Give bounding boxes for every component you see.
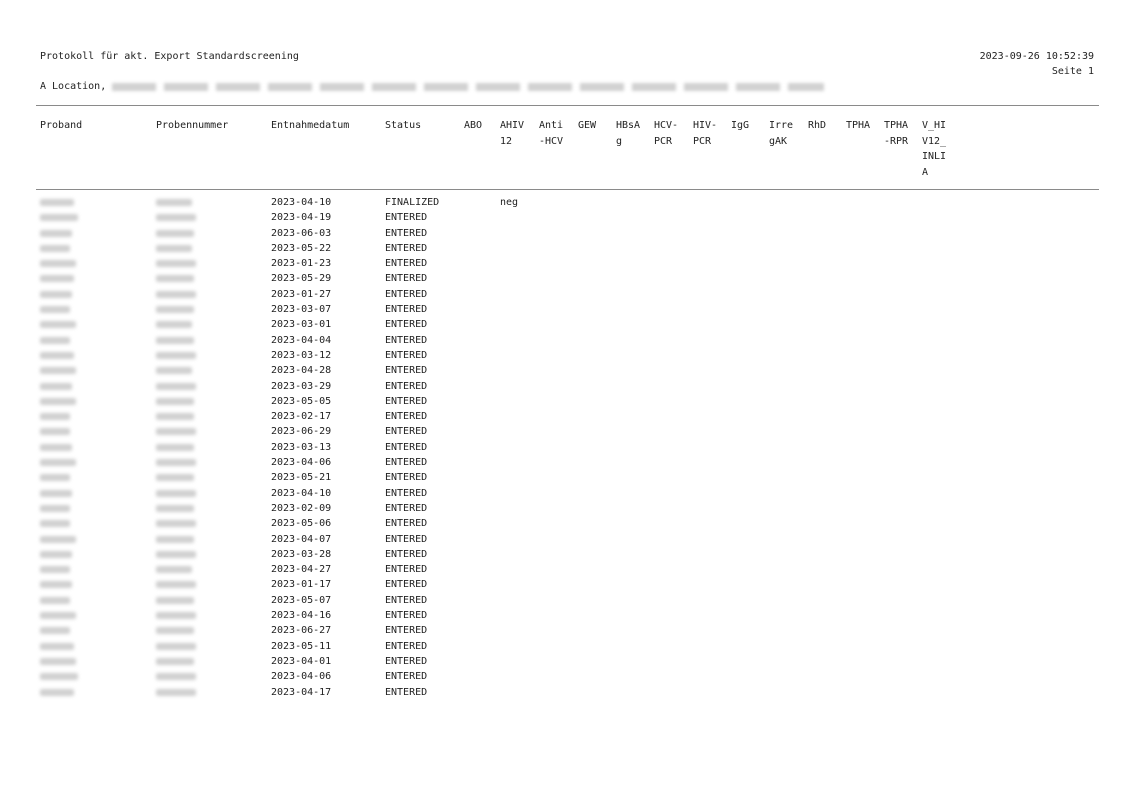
entnahmedatum-cell: 2023-04-06 — [271, 671, 332, 683]
redacted-proband — [40, 214, 78, 221]
status-cell: ENTERED — [385, 288, 428, 300]
redacted-proband — [40, 566, 70, 573]
redacted-probennummer — [156, 275, 194, 282]
column-header-hbsag: HBsA g — [616, 120, 641, 147]
table-row — [0, 440, 1135, 455]
redacted-proband — [40, 275, 74, 282]
redacted-probennummer — [156, 214, 196, 221]
entnahmedatum-cell: 2023-04-04 — [271, 334, 332, 346]
status-cell: ENTERED — [385, 227, 428, 239]
redacted-proband — [40, 428, 70, 435]
redacted-proband — [40, 367, 76, 374]
column-header-hivpcr: HIV- PCR — [693, 120, 718, 147]
redacted-proband — [40, 413, 70, 420]
redacted-probennummer — [156, 536, 194, 543]
status-cell: ENTERED — [385, 655, 428, 667]
table-row — [0, 532, 1135, 547]
entnahmedatum-cell: 2023-05-05 — [271, 395, 332, 407]
report-datetime: 2023-09-26 10:52:39 — [979, 51, 1094, 62]
redacted-probennummer — [156, 566, 192, 573]
redacted-proband — [40, 245, 70, 252]
redacted-proband — [40, 689, 74, 696]
entnahmedatum-cell: 2023-04-07 — [271, 533, 332, 545]
redacted-proband — [40, 536, 76, 543]
table-row — [0, 317, 1135, 332]
redacted-probennummer — [156, 352, 196, 359]
table-row — [0, 195, 1135, 210]
header-bottom-rule — [36, 189, 1099, 190]
redacted-proband — [40, 230, 72, 237]
redacted-probennummer — [156, 689, 196, 696]
table-row — [0, 516, 1135, 531]
table-row — [0, 226, 1135, 241]
entnahmedatum-cell: 2023-06-03 — [271, 227, 332, 239]
redacted-proband — [40, 337, 70, 344]
redacted-proband — [40, 291, 72, 298]
redacted-proband — [40, 398, 76, 405]
column-header-vhiv12inlia: V_HI V12_ INLI A — [922, 120, 947, 178]
entnahmedatum-cell: 2023-04-01 — [271, 655, 332, 667]
entnahmedatum-cell: 2023-04-19 — [271, 212, 332, 224]
status-cell: ENTERED — [385, 594, 428, 606]
status-cell: ENTERED — [385, 242, 428, 254]
column-header-tpha: TPHA — [846, 120, 871, 131]
entnahmedatum-cell: 2023-05-29 — [271, 273, 332, 285]
status-cell: ENTERED — [385, 533, 428, 545]
redacted-probennummer — [156, 398, 194, 405]
entnahmedatum-cell: 2023-04-28 — [271, 365, 332, 377]
table-row — [0, 424, 1135, 439]
entnahmedatum-cell: 2023-05-06 — [271, 518, 332, 530]
redacted-probennummer — [156, 413, 194, 420]
column-header-igg: IgG — [731, 120, 750, 131]
table-row — [0, 562, 1135, 577]
redacted-proband — [40, 673, 78, 680]
status-cell: ENTERED — [385, 334, 428, 346]
table-row — [0, 348, 1135, 363]
table-row — [0, 379, 1135, 394]
page-number: Seite 1 — [1051, 66, 1094, 77]
status-cell: ENTERED — [385, 349, 428, 361]
redacted-proband — [40, 306, 70, 313]
redacted-probennummer — [156, 474, 194, 481]
redacted-proband — [40, 490, 72, 497]
table-row — [0, 363, 1135, 378]
redacted-proband — [40, 321, 76, 328]
entnahmedatum-cell: 2023-04-16 — [271, 610, 332, 622]
table-row — [0, 547, 1135, 562]
redacted-proband — [40, 474, 70, 481]
entnahmedatum-cell: 2023-06-29 — [271, 426, 332, 438]
entnahmedatum-cell: 2023-01-27 — [271, 288, 332, 300]
entnahmedatum-cell: 2023-06-27 — [271, 625, 332, 637]
ahiv12-cell: neg — [500, 197, 519, 208]
status-cell: ENTERED — [385, 212, 428, 224]
redacted-proband — [40, 260, 76, 267]
redacted-probennummer — [156, 245, 192, 252]
redacted-proband — [40, 627, 70, 634]
table-row — [0, 287, 1135, 302]
redacted-probennummer — [156, 306, 194, 313]
entnahmedatum-cell: 2023-04-10 — [271, 197, 332, 208]
status-cell: FINALIZED — [385, 197, 440, 208]
status-cell: ENTERED — [385, 365, 428, 377]
status-cell: ENTERED — [385, 610, 428, 622]
redacted-probennummer — [156, 505, 194, 512]
redacted-probennummer — [156, 673, 196, 680]
table-row — [0, 577, 1135, 592]
status-cell: ENTERED — [385, 304, 428, 316]
entnahmedatum-cell: 2023-04-27 — [271, 564, 332, 576]
location-label: A Location, — [40, 81, 107, 92]
status-cell: ENTERED — [385, 579, 428, 591]
table-row — [0, 623, 1135, 638]
status-cell: ENTERED — [385, 457, 428, 469]
redacted-probennummer — [156, 597, 194, 604]
table-row — [0, 685, 1135, 700]
entnahmedatum-cell: 2023-05-22 — [271, 242, 332, 254]
column-header-tpharpr: TPHA -RPR — [884, 120, 909, 147]
entnahmedatum-cell: 2023-05-11 — [271, 640, 332, 652]
status-cell: ENTERED — [385, 395, 428, 407]
redacted-probennummer — [156, 658, 194, 665]
status-cell: ENTERED — [385, 273, 428, 285]
redacted-proband — [40, 444, 72, 451]
redacted-probennummer — [156, 581, 196, 588]
table-row — [0, 669, 1135, 684]
column-header-rhd: RhD — [808, 120, 827, 131]
column-header-gew: GEW — [578, 120, 597, 131]
redacted-probennummer — [156, 337, 194, 344]
column-header-entnahmedatum: Entnahmedatum — [271, 120, 350, 131]
redacted-probennummer — [156, 367, 192, 374]
redacted-proband — [40, 612, 76, 619]
redacted-probennummer — [156, 459, 196, 466]
redacted-probennummer — [156, 520, 196, 527]
status-cell: ENTERED — [385, 671, 428, 683]
redacted-probennummer — [156, 444, 194, 451]
redacted-probennummer — [156, 291, 196, 298]
entnahmedatum-cell: 2023-01-23 — [271, 258, 332, 270]
entnahmedatum-cell: 2023-04-10 — [271, 487, 332, 499]
column-header-status: Status — [385, 120, 422, 131]
table-row — [0, 455, 1135, 470]
column-header-hcvpcr: HCV- PCR — [654, 120, 679, 147]
status-cell: ENTERED — [385, 625, 428, 637]
table-row — [0, 333, 1135, 348]
redacted-proband — [40, 459, 76, 466]
redacted-proband — [40, 505, 70, 512]
entnahmedatum-cell: 2023-02-17 — [271, 411, 332, 423]
column-header-irregak: Irre gAK — [769, 120, 794, 147]
table-row — [0, 501, 1135, 516]
redacted-probennummer — [156, 383, 196, 390]
table-row — [0, 271, 1135, 286]
redacted-probennummer — [156, 230, 194, 237]
status-cell: ENTERED — [385, 426, 428, 438]
redacted-proband — [40, 520, 70, 527]
status-cell: ENTERED — [385, 487, 428, 499]
table-row — [0, 470, 1135, 485]
status-cell: ENTERED — [385, 640, 428, 652]
table-row — [0, 608, 1135, 623]
status-cell: ENTERED — [385, 441, 428, 453]
redacted-probennummer — [156, 627, 194, 634]
entnahmedatum-cell: 2023-05-21 — [271, 472, 332, 484]
table-row — [0, 593, 1135, 608]
status-cell: ENTERED — [385, 258, 428, 270]
report-title: Protokoll für akt. Export Standardscreening — [40, 51, 299, 62]
status-cell: ENTERED — [385, 380, 428, 392]
redacted-probennummer — [156, 199, 192, 206]
redacted-proband — [40, 643, 74, 650]
table-row — [0, 302, 1135, 317]
entnahmedatum-cell: 2023-03-28 — [271, 548, 332, 560]
redacted-proband — [40, 352, 74, 359]
status-cell: ENTERED — [385, 548, 428, 560]
redacted-proband — [40, 658, 76, 665]
entnahmedatum-cell: 2023-03-01 — [271, 319, 332, 331]
redacted-probennummer — [156, 260, 196, 267]
status-cell: ENTERED — [385, 411, 428, 423]
status-cell: ENTERED — [385, 502, 428, 514]
column-header-abo: ABO — [464, 120, 483, 131]
redacted-proband — [40, 199, 74, 206]
redacted-probennummer — [156, 612, 196, 619]
redacted-location-list — [112, 83, 824, 91]
table-row — [0, 639, 1135, 654]
entnahmedatum-cell: 2023-05-07 — [271, 594, 332, 606]
table-body — [0, 195, 1135, 700]
redacted-probennummer — [156, 428, 196, 435]
entnahmedatum-cell: 2023-02-09 — [271, 502, 332, 514]
table-row — [0, 394, 1135, 409]
entnahmedatum-cell: 2023-04-17 — [271, 686, 332, 698]
table-row — [0, 241, 1135, 256]
table-row — [0, 210, 1135, 225]
column-header-antihcv: Anti -HCV — [539, 120, 564, 147]
entnahmedatum-cell: 2023-04-06 — [271, 457, 332, 469]
status-cell: ENTERED — [385, 564, 428, 576]
location-line — [40, 79, 824, 95]
redacted-probennummer — [156, 551, 196, 558]
status-cell: ENTERED — [385, 686, 428, 698]
status-cell: ENTERED — [385, 319, 428, 331]
redacted-proband — [40, 383, 72, 390]
status-cell: ENTERED — [385, 472, 428, 484]
status-cell: ENTERED — [385, 518, 428, 530]
header-top-rule — [36, 105, 1099, 106]
entnahmedatum-cell: 2023-03-13 — [271, 441, 332, 453]
table-row — [0, 256, 1135, 271]
redacted-proband — [40, 581, 72, 588]
table-row — [0, 486, 1135, 501]
table-row — [0, 654, 1135, 669]
redacted-proband — [40, 597, 70, 604]
redacted-proband — [40, 551, 72, 558]
redacted-probennummer — [156, 321, 192, 328]
entnahmedatum-cell: 2023-03-12 — [271, 349, 332, 361]
column-header-probennummer: Probennummer — [156, 120, 229, 131]
entnahmedatum-cell: 2023-03-29 — [271, 380, 332, 392]
entnahmedatum-cell: 2023-03-07 — [271, 304, 332, 316]
column-header-ahiv12: AHIV 12 — [500, 120, 525, 147]
redacted-probennummer — [156, 490, 196, 497]
redacted-probennummer — [156, 643, 196, 650]
table-row — [0, 409, 1135, 424]
entnahmedatum-cell: 2023-01-17 — [271, 579, 332, 591]
column-header-proband: Proband — [40, 120, 83, 131]
